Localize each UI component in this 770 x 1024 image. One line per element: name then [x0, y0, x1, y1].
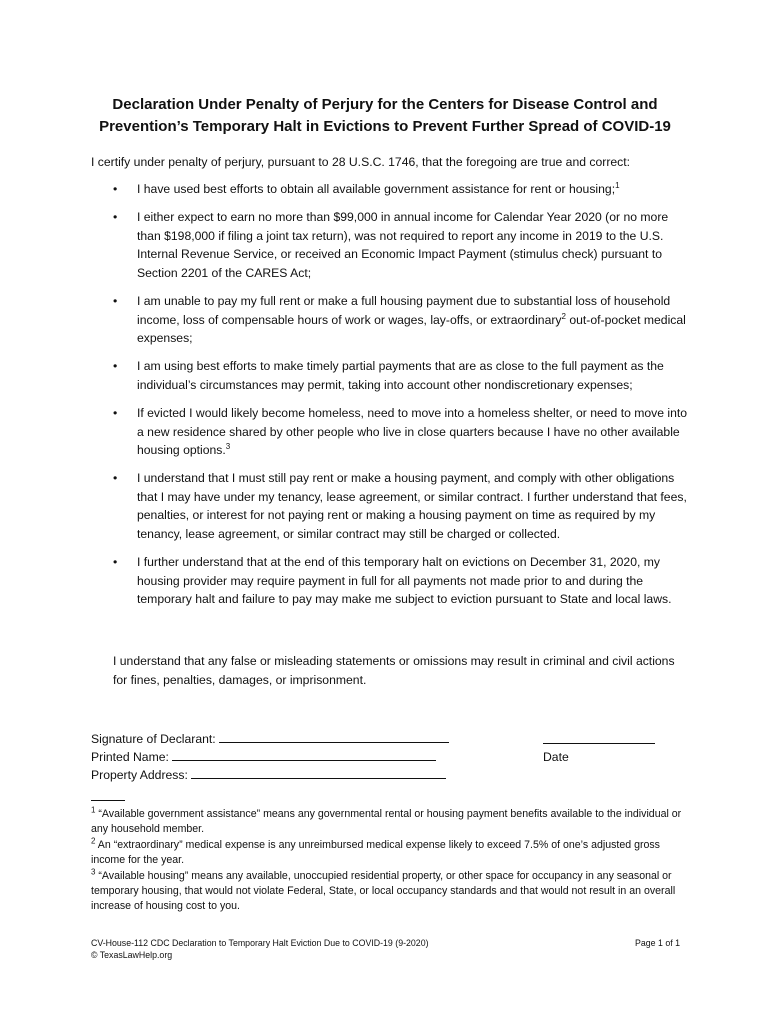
property-address-row: [91, 766, 446, 784]
declaration-item: [91, 469, 691, 543]
date-field[interactable]: [543, 730, 655, 744]
footnote-number: 3: [91, 867, 96, 877]
declaration-item: [91, 208, 691, 282]
printed-name-field[interactable]: [172, 748, 436, 761]
property-address-label: Property Address:: [91, 768, 188, 782]
declaration-text: I am using best efforts to make timely partial payments that are as close to the full payment as the individual’s circumstances may permit, taking into account other nondiscretionary expenses;: [137, 359, 664, 392]
footnotes: [91, 807, 683, 915]
bullet-icon: •: [113, 405, 118, 420]
footnote-ref: 3: [225, 442, 231, 452]
document-title: [60, 94, 710, 138]
bullet-icon: •: [113, 359, 118, 374]
footnote-ref: 1: [615, 180, 620, 190]
declaration-text: I understand that I must still pay rent or make a housing payment, and comply with other obligations that I may have under my tenancy, lease agreement, or similar contract. I further understand that fees, penalties, or interest for not paying rent or making a housing payment on time as required by my tenancy, lease agreement, or similar contract may still be charged or collected.: [137, 471, 687, 541]
printed-name-label: Printed Name:: [91, 750, 169, 764]
page-number: Page 1 of 1: [635, 938, 680, 948]
bullet-icon: •: [113, 293, 118, 308]
signature-label: Signature of Declarant:: [91, 732, 216, 746]
bullet-icon: •: [113, 210, 118, 225]
bullet-icon: •: [113, 182, 118, 196]
bullet-icon: •: [113, 555, 118, 570]
declaration-item: [91, 357, 691, 394]
form-identifier: CV-House-112 CDC Declaration to Temporary Halt Eviction Due to COVID-19 (9-2020): [91, 938, 429, 948]
declaration-text: I further understand that at the end of this temporary halt on evictions on December 31, 2020, my housing provider may require payment in full for all payments not made prior to and during the temporary halt and failure to pay may make me subject to eviction pursuant to State and local laws.: [137, 555, 672, 607]
date-label: Date: [543, 750, 569, 764]
declaration-text: I either expect to earn no more than $99,000 in annual income for Calendar Year 2020 (or no more than $198,000 if filing a joint tax return), was not required to report any income in 2019 to the U.S. Internal Revenue Service, or received an Economic Impact Payment (stimulus check) pursuant to Section 2201 of the CARES Act;: [137, 210, 669, 280]
footnote-number: 2: [91, 836, 96, 846]
property-address-field[interactable]: [191, 766, 446, 779]
title-line-1: Declaration Under Penalty of Perjury for the Centers for Disease Control and: [112, 96, 658, 113]
footnote-text: An “extraordinary” medical expense is any unreimbursed medical expense likely to exceed 7.5% of one’s adjusted gross income for the year.: [91, 838, 660, 867]
declaration-text: I am unable to pay my full rent or make a full housing payment due to substantial loss of household income, loss of compensable hours of work or wages, lay-offs, or extraordinary: [137, 293, 671, 327]
bullet-icon: •: [113, 471, 118, 486]
signature-row: [91, 730, 449, 748]
footnote-text: “Available government assistance” means any governmental rental or housing payment benefits available to the individual or any household member.: [91, 808, 682, 836]
footnote-item: [91, 807, 683, 838]
signature-field[interactable]: [219, 730, 449, 743]
declaration-item: [91, 292, 691, 348]
declaration-text-tail: out-of-pocket medical expenses;: [137, 312, 686, 346]
footnote-ref: 2: [561, 311, 566, 321]
declaration-text: If evicted I would likely become homeless, need to move into a homeless shelter, or need to move into a new residence shared by other people who live in close quarters because I have no other available housing options.: [137, 405, 688, 458]
page-footer: [91, 937, 429, 961]
printed-name-row: [91, 748, 436, 766]
declaration-text: I have used best efforts to obtain all available government assistance for rent or housing;: [137, 182, 616, 196]
footnote-number: 1: [91, 805, 96, 815]
footnote-item: [91, 838, 683, 869]
declaration-list: [91, 180, 691, 618]
copyright-notice: © TexasLawHelp.org: [91, 950, 173, 960]
declaration-item: [91, 553, 691, 609]
declaration-item: [91, 404, 691, 460]
footnote-text: “Available housing” means any available, unoccupied residential property, or other space for occupancy in any seasonal or temporary housing, that would not violate Federal, State, or local occupancy standards and that would not result in an overall increase of housing cost to you.: [91, 869, 676, 913]
footnote-item: [91, 869, 683, 915]
title-line-2: Prevention’s Temporary Halt in Evictions to Prevent Further Spread of COVID-19: [99, 118, 671, 135]
certification-statement: I certify under penalty of perjury, pursuant to 28 U.S.C. 1746, that the foregoing are true and correct:: [91, 155, 631, 169]
closing-statement: I understand that any false or misleading statements or omissions may result in criminal and civil actions for fines, penalties, damages, or imprisonment.: [113, 654, 675, 687]
declaration-item: [91, 180, 691, 199]
footnote-divider: [91, 800, 125, 801]
